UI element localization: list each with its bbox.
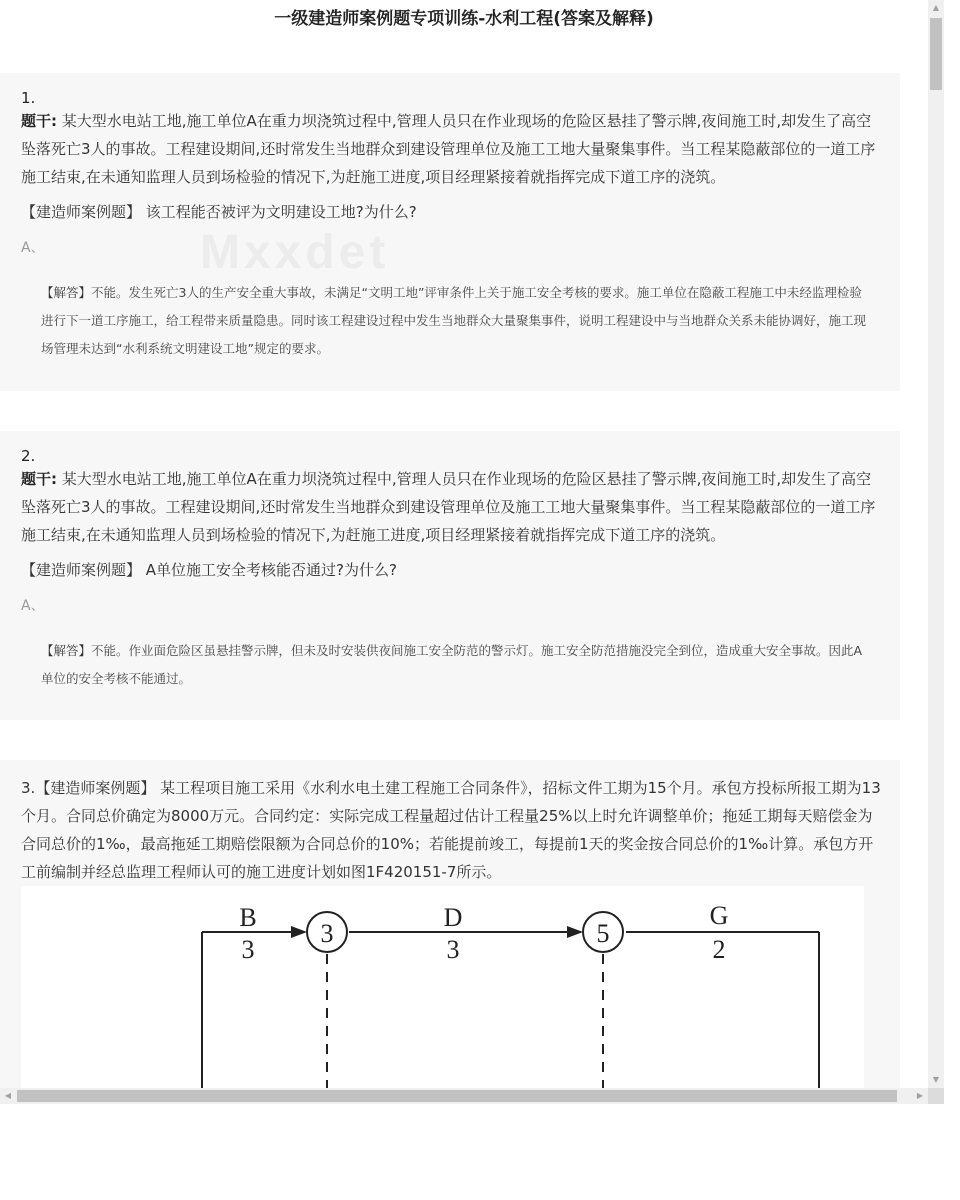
question-number: 1. [21, 89, 36, 107]
scrollbar-corner [928, 1088, 944, 1104]
answer-label: 【解答】 [41, 643, 92, 658]
answer-text: 不能。作业面危险区虽悬挂警示牌，但未及时安装供夜间施工安全防范的警示灯。施工安全防范措施没完全到位，造成重大安全事故。因此A单位的安全考核不能通过。 [41, 643, 863, 686]
question-number: 2. [21, 447, 36, 465]
stem-label: 题干: [21, 112, 57, 130]
network-diagram-svg [21, 886, 864, 1088]
schedule-network-diagram [21, 886, 864, 1088]
activity-d-name: D [443, 903, 463, 932]
answer-option[interactable]: A、 [21, 240, 45, 256]
answer-text: 不能。发生死亡3人的生产安全重大事故，未满足“文明工地”评审条件上关于施工安全考核的要求。施工单位在隐蔽工程施工中未经监理检验进行下一道工序施工，给工程带来质量隐患。同时该工程建设过程中发生当地群众大量聚集事件，说明工程建设中与当地群众关系未能协调好，施工现场管理未达到“水利系统文明建设工地”规定的要求。 [41, 285, 867, 356]
node-3-label: 3 [320, 919, 334, 948]
answer-label: 【解答】 [41, 285, 92, 300]
answer-explanation [41, 637, 866, 693]
question-number: 3. [21, 779, 36, 797]
question-body: 【建造师案例题】 某工程项目施工采用《水利水电土建工程施工合同条件》，招标文件工期为15个月。承包方投标所报工期为13个月。合同总价确定为8000万元。合同约定：实际完成工程量超过估计工程量25%以上时允许调整单价；拖延工期每天赔偿金为合同总价的1‰，最高拖延工期赔偿限额为合同总价的10%；若能提前竣工，每提前1天的奖金按合同总价的1‰计算。承包方开工前编制并经总监理工程师认可的施工进度计划如图1F420151-7所示。 [21, 779, 881, 881]
stem-text: 某大型水电站工地,施工单位A在重力坝浇筑过程中,管理人员只在作业现场的危险区悬挂了警示牌,夜间施工时,却发生了高空坠落死亡3人的事故。工程建设期间,还时常发生当地群众到建设管理单位及施工工地大量聚集事件。当工程某隐蔽部位的一道工序施工结束,在未通知监理人员到场检验的情况下,为赶施工进度,项目经理紧接着就指挥完成下道工序的浇筑。 [21, 112, 876, 186]
activity-g-name: G [709, 901, 729, 930]
question-stem [21, 465, 886, 549]
scroll-down-arrow-icon[interactable]: ▼ [932, 1075, 940, 1084]
activity-g-duration: 2 [712, 935, 726, 964]
stem-text: 某大型水电站工地,施工单位A在重力坝浇筑过程中,管理人员只在作业现场的危险区悬挂了警示牌,夜间施工时,却发生了高空坠落死亡3人的事故。工程建设期间,还时常发生当地群众到建设管理单位及施工工地大量聚集事件。当工程某隐蔽部位的一道工序施工结束,在未通知监理人员到场检验的情况下,为赶施工进度,项目经理紧接着就指挥完成下道工序的浇筑。 [21, 470, 876, 544]
arrowhead-d [567, 926, 583, 938]
scroll-left-arrow-icon[interactable]: ◀ [4, 1091, 12, 1100]
horizontal-scroll-thumb[interactable] [17, 1090, 897, 1102]
stem-label: 题干: [21, 470, 57, 488]
answer-option[interactable]: A、 [21, 598, 45, 614]
answer-explanation [41, 279, 866, 363]
question-ask: 【建造师案例题】 A单位施工安全考核能否通过?为什么? [21, 561, 397, 579]
arrowhead-b [291, 926, 307, 938]
vertical-scroll-thumb[interactable] [930, 18, 942, 90]
vertical-scrollbar[interactable] [928, 0, 944, 1088]
question-stem [21, 107, 886, 191]
question-card-2 [0, 431, 900, 720]
activity-b-name: B [239, 903, 257, 932]
horizontal-scrollbar[interactable] [0, 1088, 928, 1104]
node-5-label: 5 [596, 919, 610, 948]
activity-b-duration: 3 [241, 935, 255, 964]
activity-d-duration: 3 [446, 935, 460, 964]
scroll-right-arrow-icon[interactable]: ▶ [916, 1091, 924, 1100]
scroll-up-arrow-icon[interactable]: ▲ [932, 3, 940, 12]
page-title: 一级建造师案例题专项训练-水利工程(答案及解释) [274, 9, 654, 29]
question-text [21, 774, 886, 886]
watermark: Mxxdet [200, 226, 390, 279]
question-card-1 [0, 73, 900, 391]
question-ask: 【建造师案例题】 该工程能否被评为文明建设工地?为什么? [21, 203, 417, 221]
